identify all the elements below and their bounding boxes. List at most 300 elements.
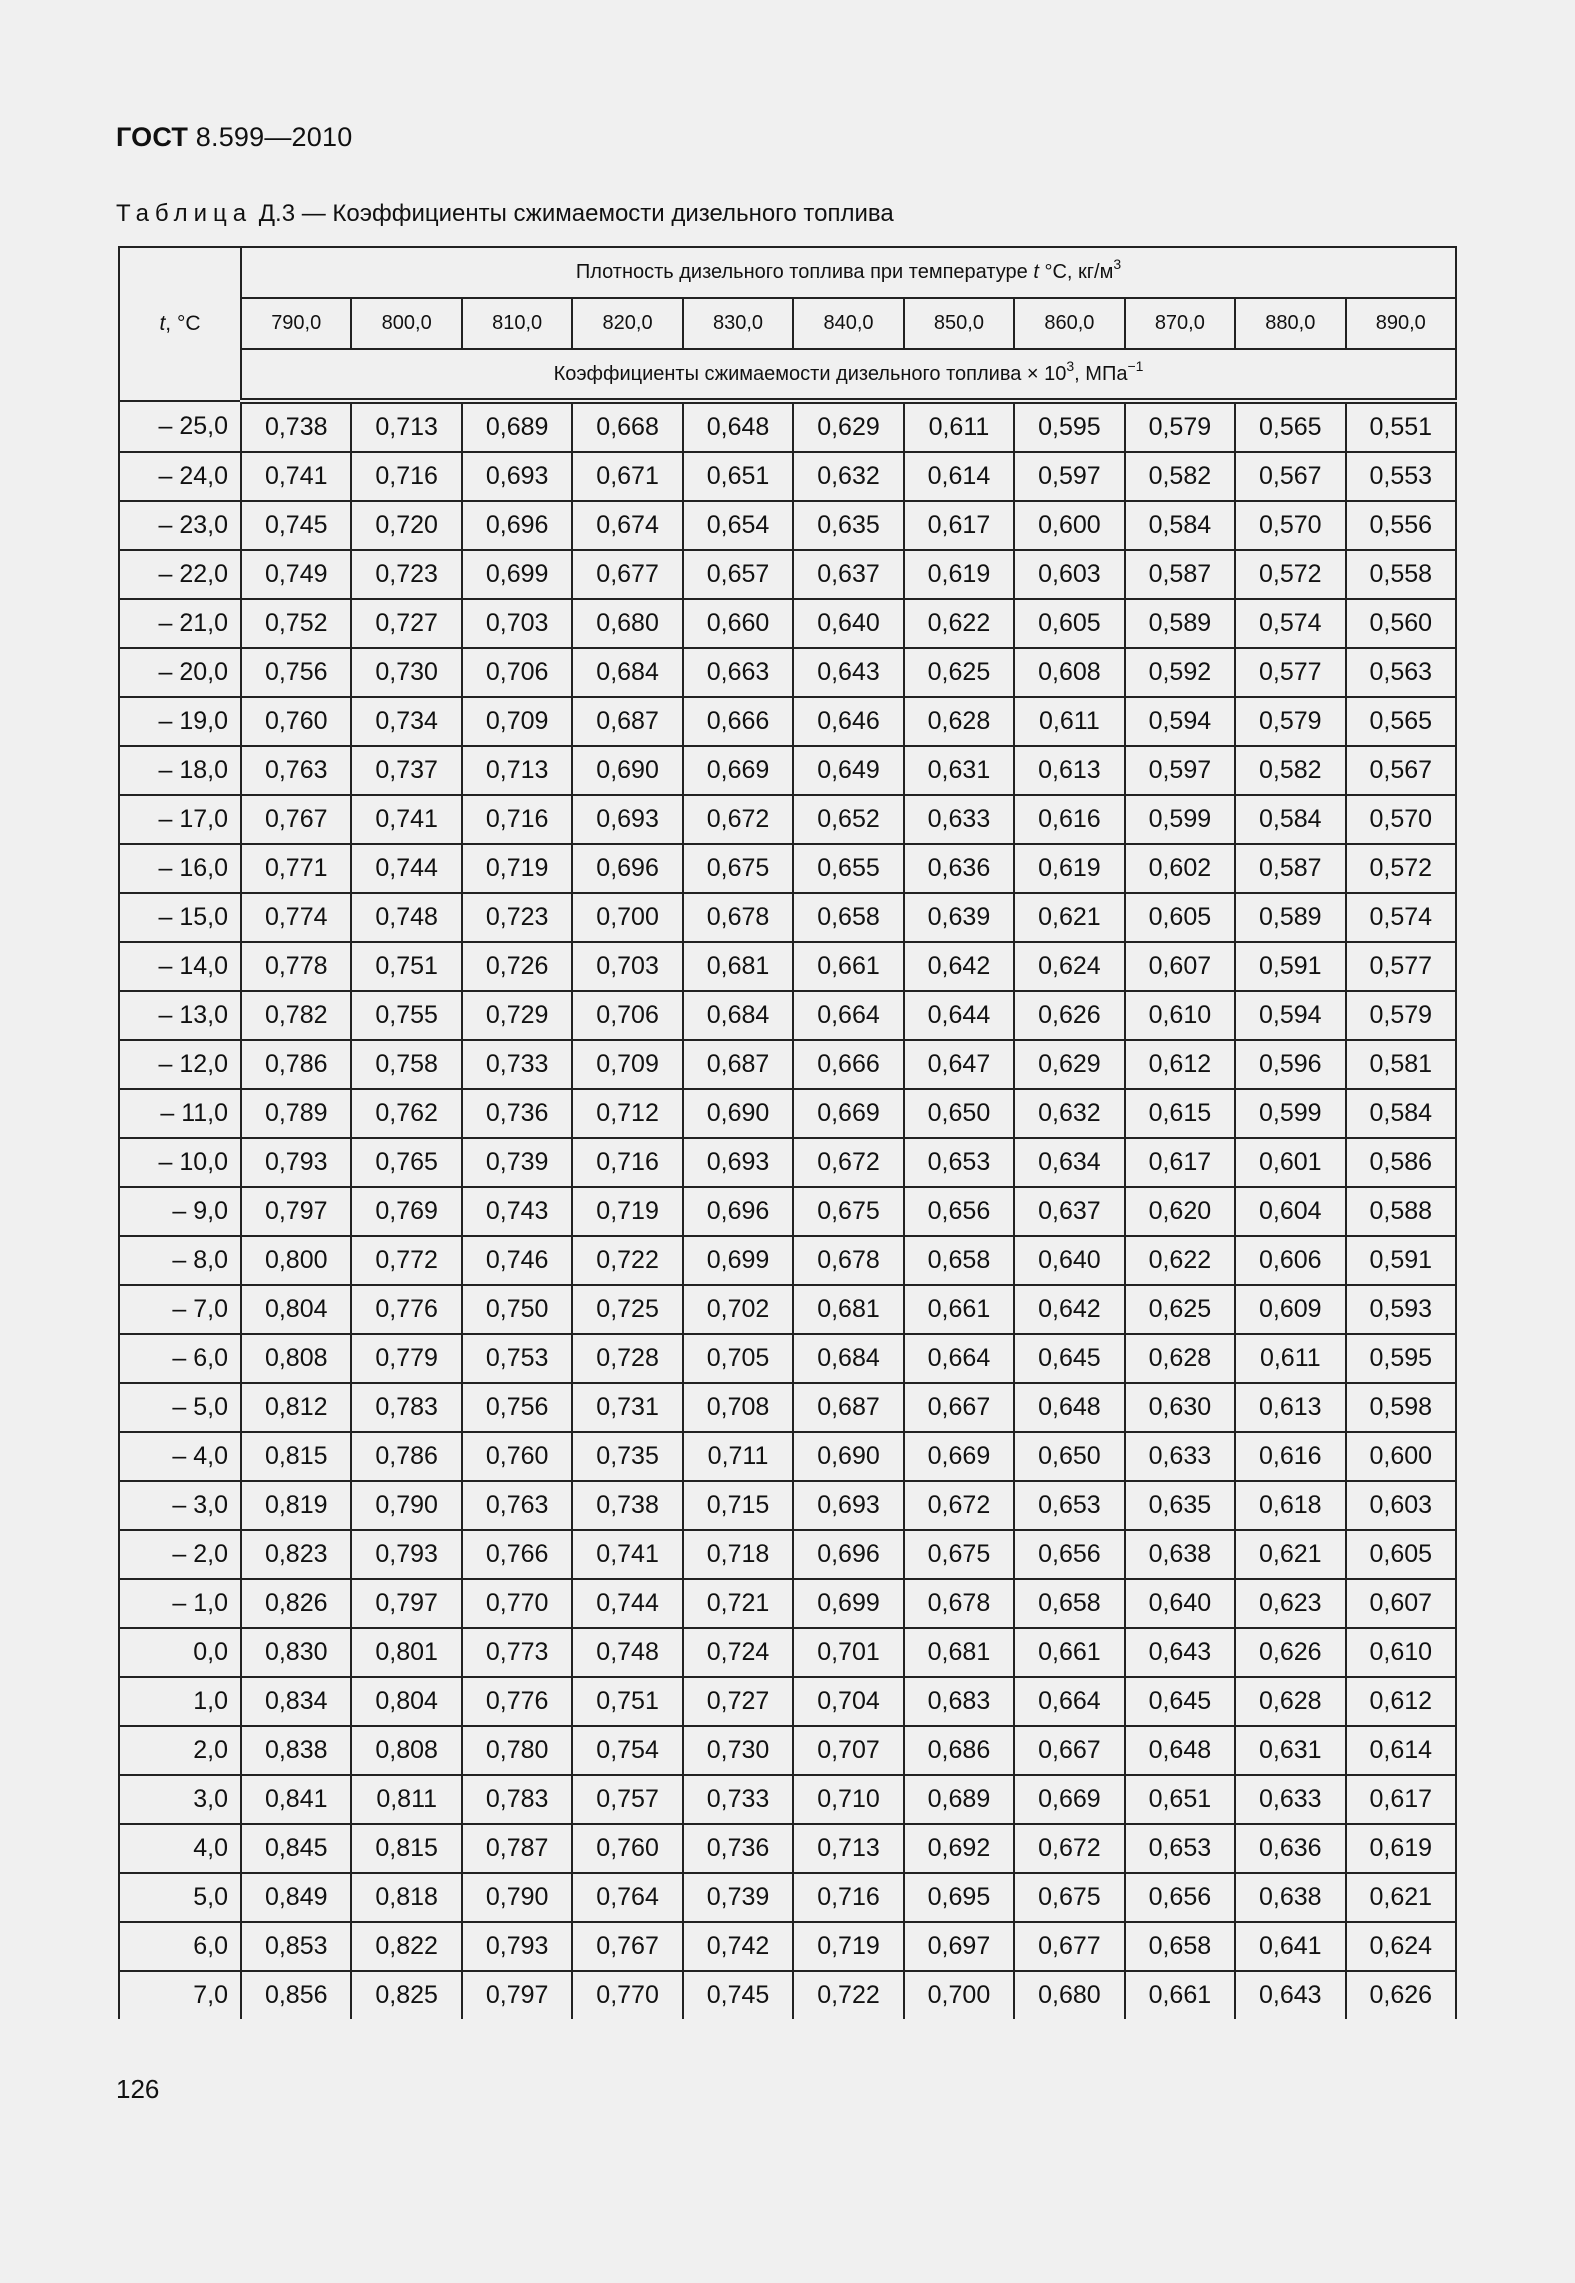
coefficient-cell: 0,642 — [904, 942, 1014, 991]
coefficient-cell: 0,589 — [1235, 893, 1345, 942]
coefficient-cell: 0,643 — [1235, 1971, 1345, 2019]
coefficient-cell: 0,737 — [351, 746, 461, 795]
temperature-cell: – 7,0 — [119, 1285, 241, 1334]
coefficient-cell: 0,674 — [572, 501, 682, 550]
coefficient-cell: 0,603 — [1014, 550, 1124, 599]
coefficient-cell: 0,622 — [904, 599, 1014, 648]
coefficient-cell: 0,730 — [351, 648, 461, 697]
coefficient-cell: 0,639 — [904, 893, 1014, 942]
temperature-cell: 0,0 — [119, 1628, 241, 1677]
coefficient-cell: 0,669 — [904, 1432, 1014, 1481]
coefficient-cell: 0,631 — [1235, 1726, 1345, 1775]
coefficient-cell: 0,611 — [904, 401, 1014, 452]
coefficient-cell: 0,783 — [351, 1383, 461, 1432]
coefficient-cell: 0,750 — [462, 1285, 572, 1334]
coefficient-cell: 0,666 — [683, 697, 793, 746]
coefficient-cell: 0,553 — [1346, 452, 1456, 501]
table-row — [119, 1971, 1456, 2019]
coefficient-cell: 0,621 — [1014, 893, 1124, 942]
coefficient-cell: 0,624 — [1346, 1922, 1456, 1971]
coefficient-cell: 0,706 — [462, 648, 572, 697]
coefficient-cell: 0,653 — [1125, 1824, 1235, 1873]
coefficient-cell: 0,738 — [572, 1481, 682, 1530]
coefficient-cell: 0,669 — [1014, 1775, 1124, 1824]
coefficient-cell: 0,615 — [1125, 1089, 1235, 1138]
coefficient-cell: 0,703 — [572, 942, 682, 991]
coefficient-cell: 0,790 — [462, 1873, 572, 1922]
coefficient-cell: 0,822 — [351, 1922, 461, 1971]
coefficient-cell: 0,579 — [1346, 991, 1456, 1040]
temperature-cell: – 12,0 — [119, 1040, 241, 1089]
table-row — [119, 1775, 1456, 1824]
coefficient-cell: 0,629 — [1014, 1040, 1124, 1089]
coefficient-cell: 0,664 — [904, 1334, 1014, 1383]
coefficient-cell: 0,715 — [683, 1481, 793, 1530]
coefficient-cell: 0,730 — [683, 1726, 793, 1775]
coefficient-cell: 0,823 — [241, 1530, 351, 1579]
coefficient-cell: 0,567 — [1235, 452, 1345, 501]
coefficient-cell: 0,786 — [241, 1040, 351, 1089]
coefficient-cell: 0,664 — [1014, 1677, 1124, 1726]
table-row — [119, 1383, 1456, 1432]
coefficient-cell: 0,751 — [572, 1677, 682, 1726]
table-caption — [116, 200, 894, 228]
coefficient-cell: 0,741 — [351, 795, 461, 844]
coefficient-cell: 0,687 — [572, 697, 682, 746]
coefficient-cell: 0,725 — [572, 1285, 682, 1334]
coefficient-cell: 0,616 — [1235, 1432, 1345, 1481]
coefficient-cell: 0,656 — [1014, 1530, 1124, 1579]
coefficient-cell: 0,658 — [793, 893, 903, 942]
coefficient-cell: 0,686 — [904, 1726, 1014, 1775]
coefficient-cell: 0,719 — [462, 844, 572, 893]
temperature-cell: – 17,0 — [119, 795, 241, 844]
coefficient-cell: 0,643 — [793, 648, 903, 697]
coefficient-cell: 0,797 — [351, 1579, 461, 1628]
coefficient-cell: 0,652 — [793, 795, 903, 844]
coefficient-cell: 0,701 — [793, 1628, 903, 1677]
coefficient-cell: 0,770 — [462, 1579, 572, 1628]
coefficient-cell: 0,713 — [351, 401, 461, 452]
coefficient-cell: 0,793 — [462, 1922, 572, 1971]
coefficient-cell: 0,667 — [904, 1383, 1014, 1432]
coefficient-cell: 0,724 — [683, 1628, 793, 1677]
coefficient-cell: 0,815 — [241, 1432, 351, 1481]
coefficient-cell: 0,669 — [793, 1089, 903, 1138]
coefficient-cell: 0,793 — [351, 1530, 461, 1579]
coefficient-cell: 0,783 — [462, 1775, 572, 1824]
coefficient-cell: 0,745 — [241, 501, 351, 550]
coefficient-cell: 0,582 — [1235, 746, 1345, 795]
table-body — [119, 401, 1456, 2019]
coefficient-cell: 0,658 — [1125, 1922, 1235, 1971]
coefficient-cell: 0,710 — [793, 1775, 903, 1824]
coefficient-cell: 0,586 — [1346, 1138, 1456, 1187]
table-row — [119, 697, 1456, 746]
coefficient-cell: 0,617 — [904, 501, 1014, 550]
coefficient-cell: 0,746 — [462, 1236, 572, 1285]
coefficient-cell: 0,772 — [351, 1236, 461, 1285]
coefficient-cell: 0,734 — [351, 697, 461, 746]
temperature-cell: 7,0 — [119, 1971, 241, 2019]
coefficient-cell: 0,589 — [1125, 599, 1235, 648]
coefficient-cell: 0,610 — [1125, 991, 1235, 1040]
coefficient-cell: 0,610 — [1346, 1628, 1456, 1677]
coefficient-cell: 0,655 — [793, 844, 903, 893]
temperature-cell: 6,0 — [119, 1922, 241, 1971]
coefficient-cell: 0,594 — [1125, 697, 1235, 746]
table-row — [119, 1285, 1456, 1334]
coefficient-cell: 0,593 — [1346, 1285, 1456, 1334]
coefficient-cell: 0,728 — [572, 1334, 682, 1383]
coefficient-cell: 0,645 — [1125, 1677, 1235, 1726]
gost-label: ГОСТ — [116, 122, 189, 152]
coefficient-cell: 0,748 — [572, 1628, 682, 1677]
coefficient-cell: 0,702 — [683, 1285, 793, 1334]
temperature-cell: – 15,0 — [119, 893, 241, 942]
coefficient-cell: 0,634 — [1014, 1138, 1124, 1187]
coefficient-cell: 0,700 — [572, 893, 682, 942]
coefficient-cell: 0,767 — [572, 1922, 682, 1971]
coefficient-cell: 0,689 — [904, 1775, 1014, 1824]
coefficient-cell: 0,675 — [1014, 1873, 1124, 1922]
coefficient-cell: 0,608 — [1014, 648, 1124, 697]
coefficient-cell: 0,716 — [351, 452, 461, 501]
coefficient-cell: 0,719 — [572, 1187, 682, 1236]
temperature-cell: – 16,0 — [119, 844, 241, 893]
coefficient-cell: 0,684 — [572, 648, 682, 697]
coefficient-cell: 0,606 — [1235, 1236, 1345, 1285]
coefficient-cell: 0,743 — [462, 1187, 572, 1236]
coefficient-cell: 0,808 — [241, 1334, 351, 1383]
temperature-cell: – 24,0 — [119, 452, 241, 501]
coefficient-cell: 0,617 — [1346, 1775, 1456, 1824]
coefficient-cell: 0,751 — [351, 942, 461, 991]
coefficient-cell: 0,623 — [1235, 1579, 1345, 1628]
coefficient-cell: 0,762 — [351, 1089, 461, 1138]
temperature-cell: – 1,0 — [119, 1579, 241, 1628]
coefficient-cell: 0,755 — [351, 991, 461, 1040]
coefficient-cell: 0,687 — [793, 1383, 903, 1432]
coefficient-cell: 0,733 — [462, 1040, 572, 1089]
table-row — [119, 1432, 1456, 1481]
coefficient-cell: 0,834 — [241, 1677, 351, 1726]
coefficient-cell: 0,626 — [1346, 1971, 1456, 2019]
coefficient-cell: 0,637 — [793, 550, 903, 599]
coefficient-cell: 0,577 — [1346, 942, 1456, 991]
coefficient-cell: 0,675 — [793, 1187, 903, 1236]
coefficient-cell: 0,709 — [572, 1040, 682, 1089]
coefficient-cell: 0,699 — [793, 1579, 903, 1628]
coefficient-cell: 0,647 — [904, 1040, 1014, 1089]
table-row — [119, 501, 1456, 550]
table-row — [119, 550, 1456, 599]
coefficient-cell: 0,720 — [351, 501, 461, 550]
coefficient-cell: 0,574 — [1346, 893, 1456, 942]
coefficient-cell: 0,678 — [793, 1236, 903, 1285]
coefficient-cell: 0,649 — [793, 746, 903, 795]
coefficient-cell: 0,849 — [241, 1873, 351, 1922]
coefficient-cell: 0,641 — [1235, 1922, 1345, 1971]
coefficient-cell: 0,611 — [1235, 1334, 1345, 1383]
coefficient-cell: 0,769 — [351, 1187, 461, 1236]
table-row — [119, 1236, 1456, 1285]
coefficient-cell: 0,683 — [904, 1677, 1014, 1726]
temperature-cell: 5,0 — [119, 1873, 241, 1922]
coefficient-cell: 0,695 — [904, 1873, 1014, 1922]
table-row — [119, 1334, 1456, 1383]
table-row — [119, 1726, 1456, 1775]
temperature-cell: – 25,0 — [119, 401, 241, 452]
table-row — [119, 452, 1456, 501]
table-row — [119, 795, 1456, 844]
table-row — [119, 1628, 1456, 1677]
coefficient-cell: 0,604 — [1235, 1187, 1345, 1236]
coefficient-cell: 0,603 — [1346, 1481, 1456, 1530]
coefficient-cell: 0,841 — [241, 1775, 351, 1824]
coefficient-cell: 0,782 — [241, 991, 351, 1040]
coefficient-cell: 0,599 — [1125, 795, 1235, 844]
temperature-cell: – 20,0 — [119, 648, 241, 697]
coefficient-cell: 0,856 — [241, 1971, 351, 2019]
coefficient-cell: 0,642 — [1014, 1285, 1124, 1334]
coefficient-cell: 0,597 — [1125, 746, 1235, 795]
coefficient-cell: 0,819 — [241, 1481, 351, 1530]
table-row — [119, 1677, 1456, 1726]
coefficient-cell: 0,753 — [462, 1334, 572, 1383]
coefficient-cell: 0,630 — [1125, 1383, 1235, 1432]
coefficient-cell: 0,668 — [572, 401, 682, 452]
coefficient-cell: 0,697 — [904, 1922, 1014, 1971]
coefficient-cell: 0,648 — [1014, 1383, 1124, 1432]
coefficient-cell: 0,640 — [1014, 1236, 1124, 1285]
coefficient-cell: 0,739 — [462, 1138, 572, 1187]
coefficient-cell: 0,640 — [793, 599, 903, 648]
page-number: 126 — [116, 2074, 160, 2104]
coefficient-cell: 0,705 — [683, 1334, 793, 1383]
temperature-cell: 2,0 — [119, 1726, 241, 1775]
coefficient-cell: 0,640 — [1125, 1579, 1235, 1628]
coefficient-cell: 0,551 — [1346, 401, 1456, 452]
coefficient-cell: 0,726 — [462, 942, 572, 991]
coefficient-cell: 0,663 — [683, 648, 793, 697]
coefficient-cell: 0,570 — [1235, 501, 1345, 550]
coefficient-cell: 0,756 — [241, 648, 351, 697]
coefficient-cell: 0,661 — [1014, 1628, 1124, 1677]
table-row — [119, 1481, 1456, 1530]
coefficient-cell: 0,628 — [904, 697, 1014, 746]
coefficient-cell: 0,602 — [1125, 844, 1235, 893]
coefficient-cell: 0,661 — [793, 942, 903, 991]
coefficient-cell: 0,723 — [462, 893, 572, 942]
coefficient-cell: 0,712 — [572, 1089, 682, 1138]
coefficient-cell: 0,581 — [1346, 1040, 1456, 1089]
table-caption-title: Д.3 — Коэффициенты сжимаемости дизельного топлива — [258, 200, 894, 227]
coefficient-cell: 0,804 — [241, 1285, 351, 1334]
coefficient-cell: 0,643 — [1125, 1628, 1235, 1677]
density-column-header: 850,0 — [904, 298, 1014, 349]
coefficient-cell: 0,763 — [241, 746, 351, 795]
coefficient-cell: 0,607 — [1125, 942, 1235, 991]
coefficient-cell: 0,716 — [793, 1873, 903, 1922]
coefficient-cell: 0,605 — [1125, 893, 1235, 942]
coefficient-cell: 0,677 — [572, 550, 682, 599]
temperature-cell: – 14,0 — [119, 942, 241, 991]
coefficient-cell: 0,600 — [1014, 501, 1124, 550]
coefficient-cell: 0,628 — [1125, 1334, 1235, 1383]
coefficient-cell: 0,619 — [904, 550, 1014, 599]
coefficient-cell: 0,801 — [351, 1628, 461, 1677]
temperature-cell: – 4,0 — [119, 1432, 241, 1481]
coefficient-cell: 0,636 — [1235, 1824, 1345, 1873]
table-row — [119, 1873, 1456, 1922]
table-row — [119, 746, 1456, 795]
coefficient-cell: 0,749 — [241, 550, 351, 599]
coefficient-cell: 0,661 — [904, 1285, 1014, 1334]
coefficient-cell: 0,653 — [1014, 1481, 1124, 1530]
coefficient-cell: 0,741 — [572, 1530, 682, 1579]
coefficient-cell: 0,565 — [1235, 401, 1345, 452]
coefficient-cell: 0,729 — [462, 991, 572, 1040]
coefficient-cell: 0,638 — [1125, 1530, 1235, 1579]
coefficient-cell: 0,776 — [351, 1285, 461, 1334]
coefficient-cell: 0,742 — [683, 1922, 793, 1971]
coefficient-cell: 0,654 — [683, 501, 793, 550]
coefficient-cell: 0,776 — [462, 1677, 572, 1726]
coefficient-cell: 0,653 — [904, 1138, 1014, 1187]
coefficient-cell: 0,644 — [904, 991, 1014, 1040]
temperature-cell: – 5,0 — [119, 1383, 241, 1432]
coefficient-cell: 0,681 — [904, 1628, 1014, 1677]
coefficient-cell: 0,736 — [462, 1089, 572, 1138]
coefficient-cell: 0,622 — [1125, 1236, 1235, 1285]
coefficient-cell: 0,664 — [793, 991, 903, 1040]
coefficient-cell: 0,689 — [462, 401, 572, 452]
coefficient-cell: 0,797 — [241, 1187, 351, 1236]
coefficient-cell: 0,656 — [1125, 1873, 1235, 1922]
coefficient-cell: 0,773 — [462, 1628, 572, 1677]
coefficient-cell: 0,556 — [1346, 501, 1456, 550]
coefficient-cell: 0,588 — [1346, 1187, 1456, 1236]
coefficient-cell: 0,681 — [683, 942, 793, 991]
coefficient-cell: 0,684 — [793, 1334, 903, 1383]
coefficient-cell: 0,633 — [1235, 1775, 1345, 1824]
coefficient-cell: 0,650 — [904, 1089, 1014, 1138]
coefficient-cell: 0,612 — [1125, 1040, 1235, 1089]
coefficient-cell: 0,672 — [1014, 1824, 1124, 1873]
coefficient-cell: 0,722 — [572, 1236, 682, 1285]
table-row — [119, 1187, 1456, 1236]
temperature-cell: – 23,0 — [119, 501, 241, 550]
temperature-cell: – 21,0 — [119, 599, 241, 648]
coefficient-cell: 0,699 — [683, 1236, 793, 1285]
coefficient-cell: 0,845 — [241, 1824, 351, 1873]
coefficient-cell: 0,671 — [572, 452, 682, 501]
temperature-cell: – 2,0 — [119, 1530, 241, 1579]
coefficient-cell: 0,600 — [1346, 1432, 1456, 1481]
coefficient-cell: 0,722 — [793, 1971, 903, 2019]
coefficient-cell: 0,579 — [1125, 401, 1235, 452]
coefficient-cell: 0,815 — [351, 1824, 461, 1873]
table-row — [119, 991, 1456, 1040]
coefficient-cell: 0,677 — [1014, 1922, 1124, 1971]
coefficient-cell: 0,700 — [904, 1971, 1014, 2019]
coefficient-cell: 0,614 — [1346, 1726, 1456, 1775]
coefficient-cell: 0,648 — [683, 401, 793, 452]
coefficient-cell: 0,621 — [1235, 1530, 1345, 1579]
coefficient-cell: 0,745 — [683, 1971, 793, 2019]
table-row — [119, 1530, 1456, 1579]
density-column-header: 810,0 — [462, 298, 572, 349]
coefficient-cell: 0,830 — [241, 1628, 351, 1677]
coefficient-cell: 0,787 — [462, 1824, 572, 1873]
coefficient-cell: 0,596 — [1235, 1040, 1345, 1089]
coefficient-cell: 0,565 — [1346, 697, 1456, 746]
coefficient-cell: 0,636 — [904, 844, 1014, 893]
coefficient-cell: 0,678 — [683, 893, 793, 942]
coefficient-cell: 0,680 — [1014, 1971, 1124, 2019]
coefficient-cell: 0,591 — [1235, 942, 1345, 991]
coefficient-cell: 0,825 — [351, 1971, 461, 2019]
coefficient-cell: 0,678 — [904, 1579, 1014, 1628]
table-row — [119, 893, 1456, 942]
table-row — [119, 401, 1456, 452]
coefficient-cell: 0,658 — [904, 1236, 1014, 1285]
coefficient-cell: 0,637 — [1014, 1187, 1124, 1236]
coefficient-cell: 0,707 — [793, 1726, 903, 1775]
coefficient-cell: 0,693 — [793, 1481, 903, 1530]
table-row — [119, 1922, 1456, 1971]
coefficient-cell: 0,797 — [462, 1971, 572, 2019]
coefficient-cell: 0,611 — [1014, 697, 1124, 746]
coefficient-cell: 0,631 — [904, 746, 1014, 795]
coefficient-cell: 0,667 — [1014, 1726, 1124, 1775]
coefficient-cell: 0,619 — [1346, 1824, 1456, 1873]
table-row — [119, 648, 1456, 697]
coefficient-cell: 0,620 — [1125, 1187, 1235, 1236]
coefficient-cell: 0,617 — [1125, 1138, 1235, 1187]
density-header: Плотность дизельного топлива при температуре t °С, $кг/м^3$ — [241, 247, 1456, 298]
coefficient-cell: 0,764 — [572, 1873, 682, 1922]
coefficient-cell: 0,721 — [683, 1579, 793, 1628]
coefficient-cell: 0,690 — [683, 1089, 793, 1138]
coefficient-cell: 0,601 — [1235, 1138, 1345, 1187]
coefficient-cell: 0,693 — [683, 1138, 793, 1187]
coefficient-cell: 0,675 — [683, 844, 793, 893]
coefficient-cell: 0,771 — [241, 844, 351, 893]
coefficient-cell: 0,584 — [1235, 795, 1345, 844]
coefficient-cell: 0,800 — [241, 1236, 351, 1285]
coefficient-cell: 0,595 — [1014, 401, 1124, 452]
coefficient-cell: 0,744 — [572, 1579, 682, 1628]
coefficient-cell: 0,626 — [1014, 991, 1124, 1040]
coefficient-cell: 0,591 — [1346, 1236, 1456, 1285]
coefficient-cell: 0,587 — [1125, 550, 1235, 599]
coefficient-cell: 0,680 — [572, 599, 682, 648]
density-column-header: 870,0 — [1125, 298, 1235, 349]
density-column-header: 840,0 — [793, 298, 903, 349]
temperature-cell: – 6,0 — [119, 1334, 241, 1383]
coefficient-cell: 0,727 — [351, 599, 461, 648]
coefficient-cell: 0,605 — [1014, 599, 1124, 648]
temperature-cell: – 11,0 — [119, 1089, 241, 1138]
coefficient-cell: 0,752 — [241, 599, 351, 648]
table-row — [119, 1138, 1456, 1187]
coefficient-cell: 0,696 — [572, 844, 682, 893]
coefficient-cell: 0,656 — [904, 1187, 1014, 1236]
coefficient-cell: 0,738 — [241, 401, 351, 452]
coefficient-cell: 0,651 — [1125, 1775, 1235, 1824]
